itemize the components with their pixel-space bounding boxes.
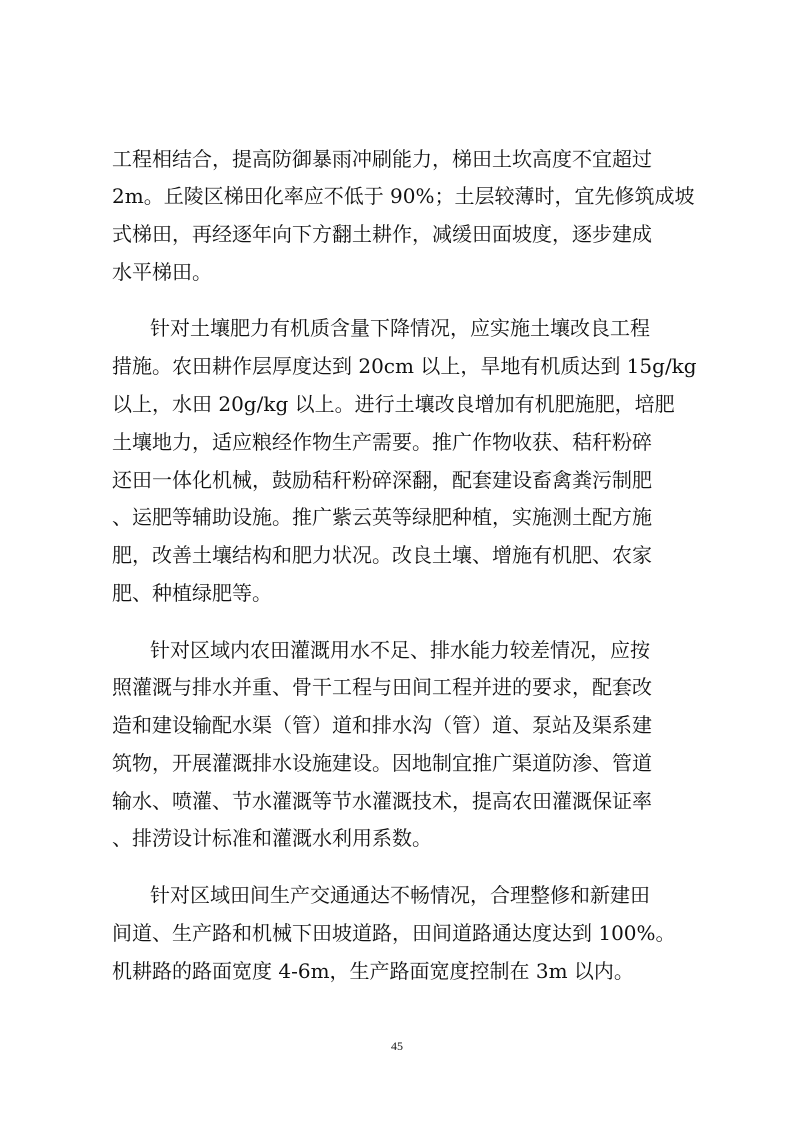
text-line: 机耕路的路面宽度 4-6m，生产路面宽度控制在 3m 以内。 bbox=[112, 959, 634, 983]
text-line: 肥、种植绿肥等。 bbox=[112, 581, 272, 605]
text-line: 土壤地力，适应粮经作物生产需要。推广作物收获、秸秆粉碎 bbox=[112, 430, 652, 454]
text-line: 输水、喷灌、节水灌溉等节水灌溉技术，提高农田灌溉保证率 bbox=[112, 789, 652, 813]
text-line: 造和建设输配水渠（管）道和排水沟（管）道、泵站及渠系建 bbox=[112, 713, 652, 737]
text-line: 水平梯田。 bbox=[112, 260, 212, 284]
text-line: 、运肥等辅助设施。推广紫云英等绿肥种植，实施测土配方施 bbox=[112, 505, 652, 529]
text-line: 针对土壤肥力有机质含量下降情况，应实施土壤改良工程 bbox=[150, 316, 650, 340]
text-line: 筑物，开展灌溉排水设施建设。因地制宜推广渠道防渗、管道 bbox=[112, 751, 652, 775]
text-line: 措施。农田耕作层厚度达到 20cm 以上，旱地有机质达到 15g/kg bbox=[112, 354, 697, 378]
page-number: 45 bbox=[391, 1039, 403, 1053]
text-line: 针对区域内农田灌溉用水不足、排水能力较差情况，应按 bbox=[150, 638, 650, 662]
text-line: 工程相结合，提高防御暴雨冲刷能力，梯田土坎高度不宜超过 bbox=[112, 147, 652, 171]
text-line: 式梯田，再经逐年向下方翻土耕作，减缓田面坡度，逐步建成 bbox=[112, 222, 652, 246]
text-line: 还田一体化机械，鼓励秸秆粉碎深翻，配套建设畜禽粪污制肥 bbox=[112, 468, 652, 492]
text-line: 肥，改善土壤结构和肥力状况。改良土壤、增施有机肥、农家 bbox=[112, 543, 652, 567]
text-line: 间道、生产路和机械下田坡道路，田间道路通达度达到 100%。 bbox=[112, 921, 676, 945]
text-line: 针对区域田间生产交通通达不畅情况，合理整修和新建田 bbox=[150, 883, 650, 907]
text-line: 2m。丘陵区梯田化率应不低于 90%；土层较薄时，宜先修筑成坡 bbox=[112, 184, 695, 208]
text-line: 、排涝设计标准和灌溉水利用系数。 bbox=[112, 826, 432, 850]
text-line: 照灌溉与排水并重、骨干工程与田间工程并进的要求，配套改 bbox=[112, 675, 652, 699]
text-line: 以上，水田 20g/kg 以上。进行土壤改良增加有机肥施肥，培肥 bbox=[112, 392, 675, 416]
